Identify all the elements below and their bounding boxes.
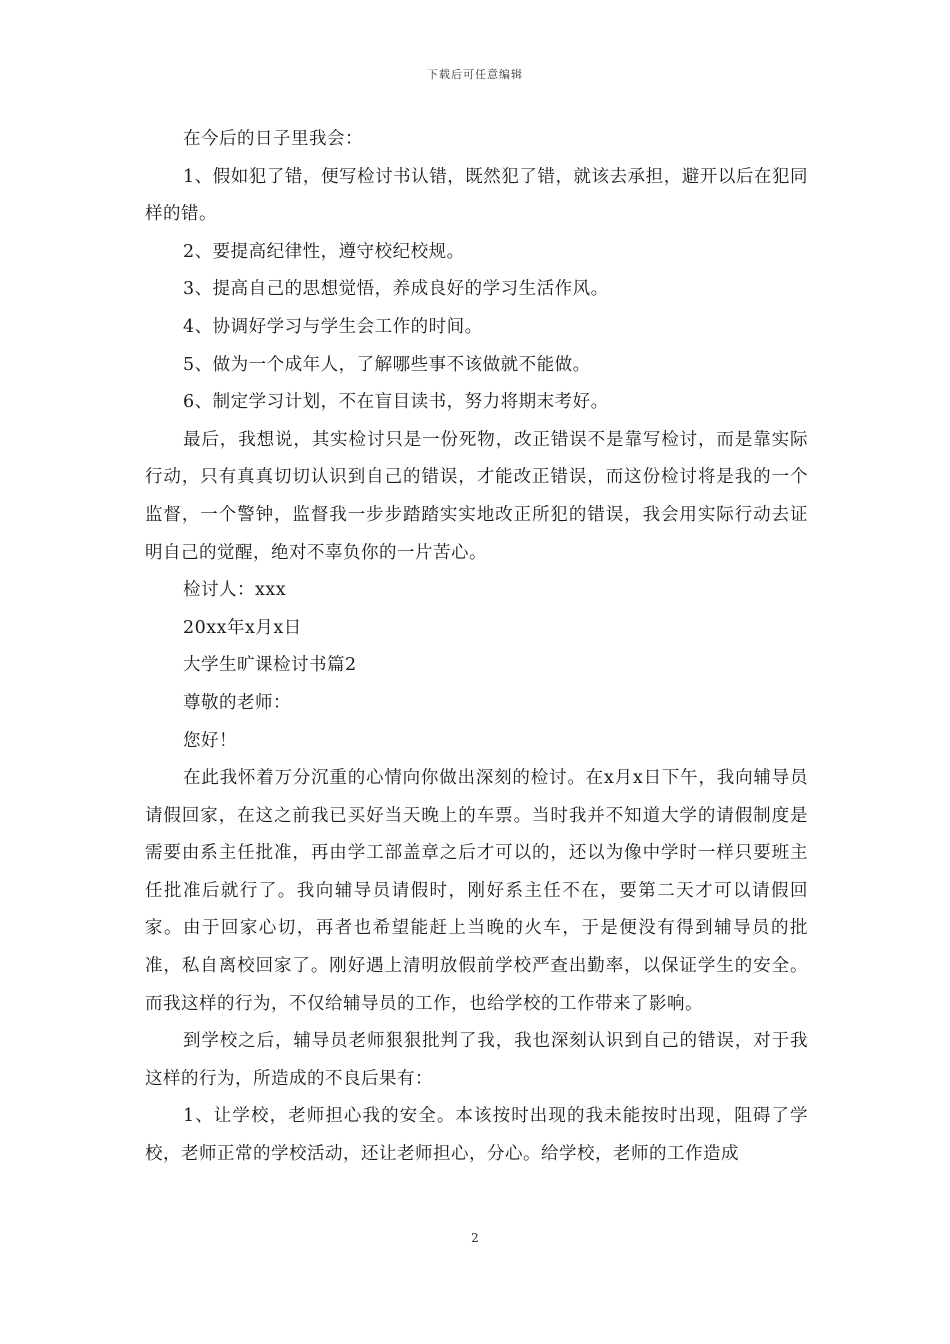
signature-line: 检讨人：xxx xyxy=(183,580,287,601)
greeting: 您好！ xyxy=(183,730,237,751)
paragraph: 最后，我想说，其实检讨只是一份死物，改正错误不是靠写检讨，而是靠实际行动，只有真真切切认识到自己的错误，才能改正错误，而这份检讨将是我的一个监督，一个警钟，监督我一步步踏踏实实地改正所犯的错误，我会用实际行动去证明自己的觉醒，绝对不辜负你的一片苦心。 xyxy=(145,429,808,563)
paragraph: 6、制定学习计划，不在盲目读书，努力将期末考好。 xyxy=(183,392,609,413)
page-header: 下载后可任意编辑 xyxy=(427,68,523,81)
page-number: 2 xyxy=(471,1231,479,1245)
paragraph: 4、协调好学习与学生会工作的时间。 xyxy=(183,316,483,337)
paragraph: 1、让学校，老师担心我的安全。本该按时出现的我未能按时出现，阻碍了学校，老师正常的学校活动，还让老师担心，分心。给学校，老师的工作造成 xyxy=(145,1106,808,1165)
document-body xyxy=(145,121,808,1174)
salutation: 尊敬的老师： xyxy=(183,692,291,713)
paragraph: 在此我怀着万分沉重的心情向你做出深刻的检讨。在x月x日下午，我向辅导员请假回家，在这之前我已买好当天晚上的车票。当时我并不知道大学的请假制度是需要由系主任批准，再由学工部盖章之后才可以的，还以为像中学时一样只要班主任批准后就行了。我向辅导员请假时，刚好系主任不在，要第二天才可以请假回家。由于回家心切，再者也希望能赶上当晚的火车，于是便没有得到辅导员的批准，私自离校回家了。刚好遇上清明放假前学校严查出勤率，以保证学生的安全。而我这样的行为，不仅给辅导员的工作，也给学校的工作带来了影响。 xyxy=(145,768,808,1014)
paragraph: 在今后的日子里我会： xyxy=(183,129,363,149)
date-line: 20xx年x月x日 xyxy=(183,617,302,638)
section-title: 大学生旷课检讨书篇2 xyxy=(183,655,357,676)
paragraph: 2、要提高纪律性，遵守校纪校规。 xyxy=(183,241,465,262)
paragraph: 5、做为一个成年人，了解哪些事不该做就不能做。 xyxy=(183,354,591,375)
paragraph: 3、提高自己的思想觉悟，养成良好的学习生活作风。 xyxy=(183,279,609,300)
paragraph: 1、假如犯了错，便写检讨书认错，既然犯了错，就该去承担，避开以后在犯同样的错。 xyxy=(145,166,808,225)
paragraph: 到学校之后，辅导员老师狠狠批判了我，我也深刻认识到自己的错误，对于我这样的行为，所造成的不良后果有： xyxy=(145,1031,808,1089)
